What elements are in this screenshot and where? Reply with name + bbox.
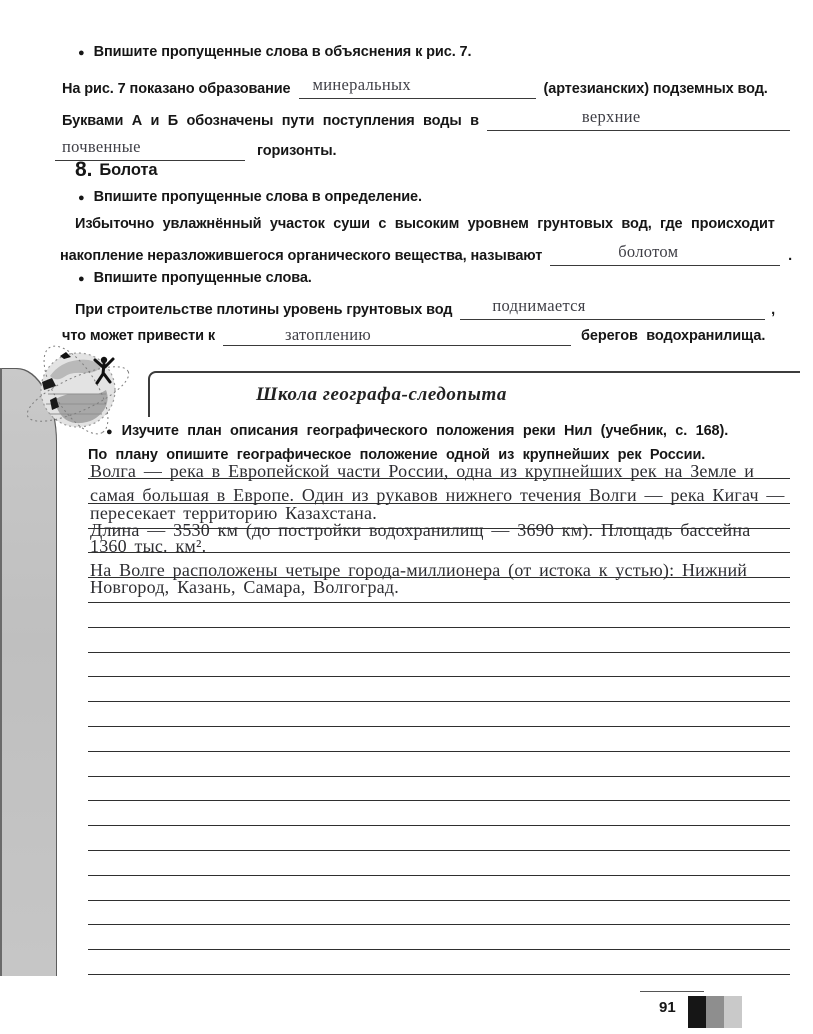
- ruled-line: [88, 627, 790, 628]
- answer-blank: [223, 321, 571, 346]
- ruled-line: [88, 676, 790, 677]
- handwritten-answer: затоплению: [285, 325, 372, 344]
- ruled-line: [88, 776, 790, 777]
- ruled-line: [88, 800, 790, 801]
- handwritten-line: самая большая в Европе. Один из рукавов нижнего течения Волги — река Кигач —: [90, 485, 785, 505]
- task-bullet-nile: [106, 423, 728, 441]
- fill-line-fig7-1: [62, 74, 790, 99]
- dam-line-1: [75, 295, 775, 320]
- handwritten-line: 1360 тыс. км².: [90, 536, 207, 556]
- printed-text: На рис. 7 показано образование: [62, 81, 291, 97]
- task-text: ● Впишите пропущенные слова в определение.: [93, 189, 422, 205]
- handwritten-line: Новгород, Казань, Самара, Волгоград.: [90, 577, 399, 597]
- ruled-line: [88, 875, 790, 876]
- printed-text: ,: [771, 302, 775, 318]
- page-number: 91: [659, 999, 676, 1016]
- footer-rule: [640, 991, 704, 992]
- task-text: ● Изучите план описания географического положения реки Нил (учебник, с. 168).: [121, 423, 729, 439]
- task-bullet-dam: [78, 270, 312, 288]
- ruled-line: [88, 825, 790, 826]
- task-bullet-fig7: [78, 44, 471, 62]
- definition-line-2: [60, 241, 792, 266]
- section-heading: [75, 158, 157, 182]
- spine-band: [0, 368, 57, 976]
- handwritten-line: Длина — 3530 км (до постройки водохранилищ — 3690 км). Площадь бассейна: [90, 520, 751, 540]
- section-title: Болота: [99, 161, 158, 179]
- answer-blank: [460, 295, 765, 320]
- ruled-line: [88, 850, 790, 851]
- ruled-line: [88, 751, 790, 752]
- printed-text: Буквами А и Б обозначены пути поступления воды в: [62, 113, 479, 129]
- task-text: ● Впишите пропущенные слова.: [93, 270, 312, 286]
- ruled-line: [88, 900, 790, 901]
- fill-line-fig7-2: [62, 106, 790, 131]
- ruled-line: [88, 974, 790, 975]
- dam-line-2: [62, 321, 765, 346]
- handwritten-answer: почвенные: [62, 137, 141, 156]
- handwritten-line: На Волге расположены четыре города-миллионера (от истока к устью): Нижний: [90, 560, 748, 580]
- handwritten-answer: болотом: [618, 242, 679, 261]
- task-text: ● Впишите пропущенные слова в объяснения к рис. 7.: [93, 44, 472, 60]
- ruled-line: [88, 924, 790, 925]
- printed-text: Избыточно увлажнённый участок суши с высоким уровнем грунтовых вод, где происходит: [75, 216, 775, 232]
- printed-text: При строительстве плотины уровень грунтовых вод: [75, 302, 453, 318]
- ruled-line: [88, 652, 790, 653]
- answer-blank: [299, 74, 536, 99]
- answer-blank: [550, 241, 780, 266]
- geographer-pathfinder-globe-icon: [20, 338, 138, 438]
- printed-text: берегов водохранилища.: [581, 328, 766, 344]
- handwritten-answer: минеральных: [312, 75, 411, 94]
- calibration-swatch-gray: [706, 996, 724, 1028]
- printed-text: горизонты.: [257, 143, 337, 159]
- handwritten-line: Волга — река в Европейской части России, одна из крупнейших рек на Земле и: [90, 461, 755, 481]
- handwritten-answer: поднимается: [492, 296, 586, 315]
- pathfinder-heading: Школа географа-следопыта: [256, 384, 507, 405]
- section-number: 8.: [75, 158, 93, 181]
- printed-text: (артезианских) подземных вод.: [543, 81, 768, 97]
- print-calibration-bar: [688, 996, 742, 1028]
- answer-blank: [487, 106, 790, 131]
- ruled-line: [88, 726, 790, 727]
- ruled-line: [88, 602, 790, 603]
- printed-text: .: [788, 248, 792, 264]
- calibration-swatch-black: [688, 996, 706, 1028]
- handwritten-line: пересекает территорию Казахстана.: [90, 503, 377, 523]
- ruled-line: [88, 701, 790, 702]
- ruled-line: [88, 949, 790, 950]
- pathfinder-header-box: [148, 371, 800, 417]
- definition-line-1: [75, 216, 775, 234]
- handwritten-answer: верхние: [581, 107, 641, 126]
- task-bullet-definition: [78, 189, 422, 207]
- printed-text: накопление неразложившегося органического вещества, называют: [60, 248, 543, 264]
- calibration-swatch-light: [724, 996, 742, 1028]
- printed-text: что может привести к: [62, 328, 215, 344]
- printed-text: По плану опишите географическое положение одной из крупнейших рек России.: [88, 447, 706, 463]
